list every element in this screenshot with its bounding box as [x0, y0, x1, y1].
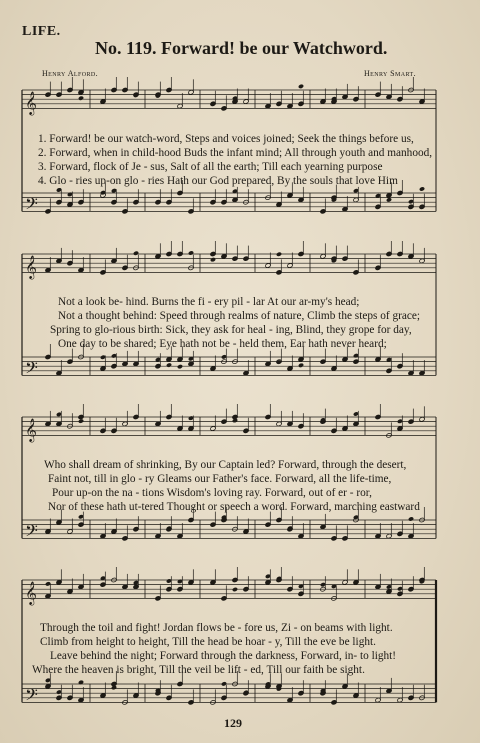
- lyric-line-s1-v1: 1. Forward! be our watch-word, Steps and voices joined; Seek the things before us,: [38, 133, 414, 145]
- lyric-line-s3-v4: Nor of these hath ut-tered Thought or speech a word. Forward, marching eastward: [48, 501, 420, 513]
- lyric-line-s1-v2: 2. Forward, when in child-hood Buds the infant mind; All through youth and manhood,: [38, 147, 433, 159]
- note-head: [276, 252, 282, 257]
- lyric-line-s4-v1: Through the toil and fight! Jordan flows be - fore us, Zi - on beams with light.: [40, 622, 393, 634]
- lyric-line-s4-v2: Climb from height to height, Till the head be hoar - y, Till the eve be light.: [40, 636, 376, 648]
- note-head: [177, 364, 183, 369]
- note-head: [298, 84, 304, 89]
- bass-clef-icon: 𝄢: [25, 357, 38, 382]
- lyric-line-s2-v2: Not a thought behind: Speed through realms of nature, Climb the steps of grace;: [58, 310, 421, 322]
- note-head: [298, 363, 304, 368]
- lyric-line-s3-v3: Pour up-on the na - tions Wisdom's loving ray. Forward, out of er - ror,: [52, 487, 372, 499]
- lyric-line-s2-v3: Spring to glo-rious birth: Sick, they ask for heal - ing, Blind, they grope for day,: [50, 324, 412, 336]
- lyric-line-s4-v4: Where the heaven is bright, Till the veil be lift - ed, Till our faith be sight.: [32, 664, 365, 676]
- bass-clef-icon: 𝄢: [25, 684, 38, 709]
- treble-clef-icon: 𝄞: [25, 90, 37, 115]
- note-head: [408, 516, 414, 521]
- note-head: [386, 197, 392, 202]
- lyric-line-s3-v1: Who shall dream of shrinking, By our Captain led? Forward, through the desert,: [44, 459, 407, 471]
- lyric-line-s1-v4: 4. Glo - ries up-on glo - ries Hath our God prepared, By the souls that love Him: [38, 175, 398, 187]
- hymn-title: No. 119. Forward! be our Watchword.: [95, 38, 388, 58]
- note-head: [78, 96, 84, 101]
- lyric-line-s4-v3: Leave behind the night; Forward through the darkness, Forward, in- to light!: [50, 650, 397, 662]
- treble-clef-icon: 𝄞: [25, 580, 37, 605]
- treble-clef-icon: 𝄞: [25, 417, 37, 442]
- lyric-line-s1-v3: 3. Forward, flock of Je - sus, Salt of all the earth; Till each yearning purpose: [38, 161, 383, 173]
- lyric-line-s2-v1: Not a look be- hind. Burns the fi - ery pil - lar At our ar-my's head;: [58, 296, 360, 308]
- author-credit: Henry Alford.: [42, 69, 98, 78]
- note-head: [419, 186, 425, 191]
- note-head: [210, 257, 216, 262]
- note-head: [232, 587, 238, 592]
- treble-clef-icon: 𝄞: [25, 254, 37, 279]
- page-number: 129: [224, 716, 242, 730]
- bass-clef-icon: 𝄢: [25, 193, 38, 218]
- note-head: [166, 362, 172, 367]
- note-head: [78, 418, 84, 423]
- lyric-line-s3-v2: Faint not, till in glo - ry Gleams our Father's face. Forward, all the life-time,: [48, 473, 392, 485]
- bass-clef-icon: 𝄢: [25, 520, 38, 545]
- lyric-line-s2-v4: One day to be shared; Eye hath not be - held them, Ear hath never heard;: [58, 338, 387, 350]
- composer-credit: Henry Smart.: [364, 69, 417, 78]
- section-label: LIFE.: [22, 24, 61, 39]
